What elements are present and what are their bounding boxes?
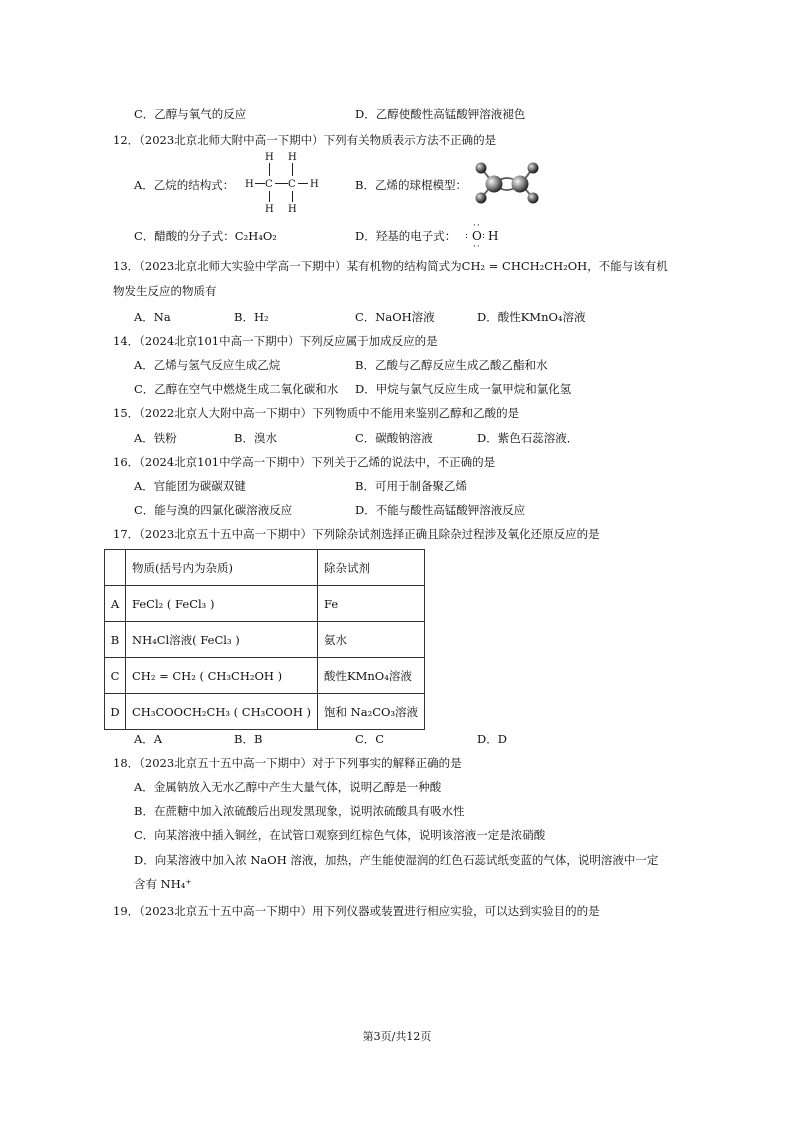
q16-option-c: C．能与溴的四氯化碳溶液反应: [134, 503, 293, 517]
ethylene-ball-stick-model: [468, 158, 546, 208]
q17-stem: 17．（2023北京五十五中高一下期中）下列除杂试剂选择正确且除杂过程涉及氧化还原反应的是: [113, 527, 600, 541]
q14-option-d: D．甲烷与氯气反应生成一氯甲烷和氯化氢: [355, 382, 572, 396]
page-number: 第3页/共12页: [362, 1030, 432, 1043]
q14-stem: 14．（2024北京101中高一下期中）下列反应属于加成反应的是: [113, 334, 438, 348]
table-row: [105, 586, 425, 622]
q14-option-a: A．乙烯与氢气反应生成乙烷: [134, 358, 281, 372]
atom-h: H: [288, 152, 297, 163]
q16-option-b: B．可用于制备聚乙烯: [355, 479, 467, 493]
q12-option-b-label: B．乙烯的球棍模型：: [355, 178, 467, 192]
table-cell: 饱和 Na₂CO₃溶液: [318, 694, 425, 730]
q12-stem: 12．（2023北京北师大附中高一下期中）下列有关物质表示方法不正确的是: [113, 133, 497, 147]
hydrogen-atom: [528, 193, 539, 204]
q18-stem: 18．（2023北京五十五中高一下期中）对于下列事实的解释正确的是: [113, 756, 462, 770]
q15-option-d: D．紫色石蕊溶液．: [477, 431, 579, 445]
q16-option-d: D．不能与酸性高锰酸钾溶液反应: [355, 503, 526, 517]
table-row: [105, 694, 425, 730]
table-cell: FeCl₂ ( FeCl₃ ): [126, 586, 318, 622]
q13-stem-line1: 13．（2023北京北师大实验中学高一下期中）某有机物的结构简式为CH₂ = CHCH₂CH₂OH，不能与该有机: [113, 259, 668, 273]
table-cell: [105, 550, 126, 586]
atom-h: H: [265, 152, 274, 163]
row-label: D: [105, 694, 126, 730]
table-header-row: [105, 550, 425, 586]
atom-c: C: [265, 179, 273, 190]
table-cell: CH₃COOCH₂CH₃ ( CH₃COOH ): [126, 694, 318, 730]
q12-option-d-label: D．羟基的电子式：: [355, 229, 457, 243]
q19-stem: 19．（2023北京五十五中高一下期中）用下列仪器或装置进行相应实验，可以达到实验目的的是: [113, 904, 600, 918]
q13-option-a: A．Na: [134, 310, 171, 324]
q17-option-a: A．A: [134, 732, 163, 746]
q17-option-c: C．C: [355, 732, 385, 746]
atom-h: H: [288, 204, 297, 215]
table-cell: 氨水: [318, 622, 425, 658]
table-row: [105, 658, 425, 694]
q15-option-a: A．铁粉: [134, 431, 177, 445]
q15-option-c: C．碳酸钠溶液: [355, 431, 433, 445]
q15-stem: 15．（2022北京人大附中高一下期中）下列物质中不能用来鉴别乙醇和乙酸的是: [113, 406, 520, 420]
q13-option-d: D．酸性KMnO₄溶液: [477, 310, 586, 324]
atom-h: H: [265, 204, 274, 215]
q11-option-d: D．乙醇使酸性高锰酸钾溶液褪色: [355, 107, 526, 121]
q17-option-b: B．B: [234, 732, 263, 746]
hydrogen-atom: [528, 163, 539, 174]
row-label: B: [105, 622, 126, 658]
q13-stem-line2: 物发生反应的物质有: [113, 284, 217, 298]
q13-option-b: B．H₂: [234, 310, 269, 324]
hydrogen-atom: [476, 163, 487, 174]
q18-option-d-line2: 含有 NH₄⁺: [134, 877, 192, 891]
q18-option-d-line1: D．向某溶液中加入浓 NaOH 溶液，加热，产生能使湿润的红色石蕊试纸变蓝的气体，说明溶液中一定: [134, 853, 659, 867]
ethane-structural-formula: [240, 150, 330, 216]
q13-option-c: C．NaOH溶液: [355, 310, 435, 324]
q14-option-b: B．乙酸与乙醇反应生成乙酸乙酯和水: [355, 358, 548, 372]
q18-option-c: C．向某溶液中插入铜丝，在试管口观察到红棕色气体，说明该溶液一定是浓硝酸: [134, 828, 546, 842]
table-header-substance: 物质(括号内为杂质): [126, 550, 318, 586]
table-cell: 酸性KMnO₄溶液: [318, 658, 425, 694]
impurity-removal-table: [104, 549, 425, 730]
row-label: A: [105, 586, 126, 622]
carbon-atom: [512, 176, 529, 193]
row-label: C: [105, 658, 126, 694]
q16-option-a: A．官能团为碳碳双键: [134, 479, 246, 493]
atom-c: C: [288, 179, 296, 190]
atom-h: H: [245, 179, 254, 190]
q18-option-b: B．在蔗糖中加入浓硫酸后出现发黑现象，说明浓硫酸具有吸水性: [134, 804, 465, 818]
q16-stem: 16．（2024北京101中学高一下期中）下列关于乙烯的说法中，不正确的是: [113, 455, 496, 469]
table-row: [105, 622, 425, 658]
q11-option-c: C．乙醇与氧气的反应: [134, 107, 247, 121]
table-cell: CH₂ = CH₂ ( CH₃CH₂OH ): [126, 658, 318, 694]
q12-option-a-label: A．乙烷的结构式：: [134, 178, 235, 192]
carbon-atom: [486, 176, 503, 193]
q17-option-d: D．D: [477, 732, 507, 746]
table-header-reagent: 除杂试剂: [318, 550, 425, 586]
q18-option-a: A．金属钠放入无水乙醇中产生大量气体，说明乙醇是一种酸: [134, 780, 442, 794]
table-cell: NH₄Cl溶液( FeCl₃ ): [126, 622, 318, 658]
hydrogen-atom: [476, 193, 487, 204]
q15-option-b: B．溴水: [234, 431, 277, 445]
hydroxyl-electron-formula: ·· : O : H ··: [465, 221, 499, 252]
q14-option-c: C．乙醇在空气中燃烧生成二氧化碳和水: [134, 382, 339, 396]
table-cell: Fe: [318, 586, 425, 622]
q12-option-c: C．醋酸的分子式：C₂H₄O₂: [134, 229, 277, 243]
atom-h: H: [310, 179, 319, 190]
